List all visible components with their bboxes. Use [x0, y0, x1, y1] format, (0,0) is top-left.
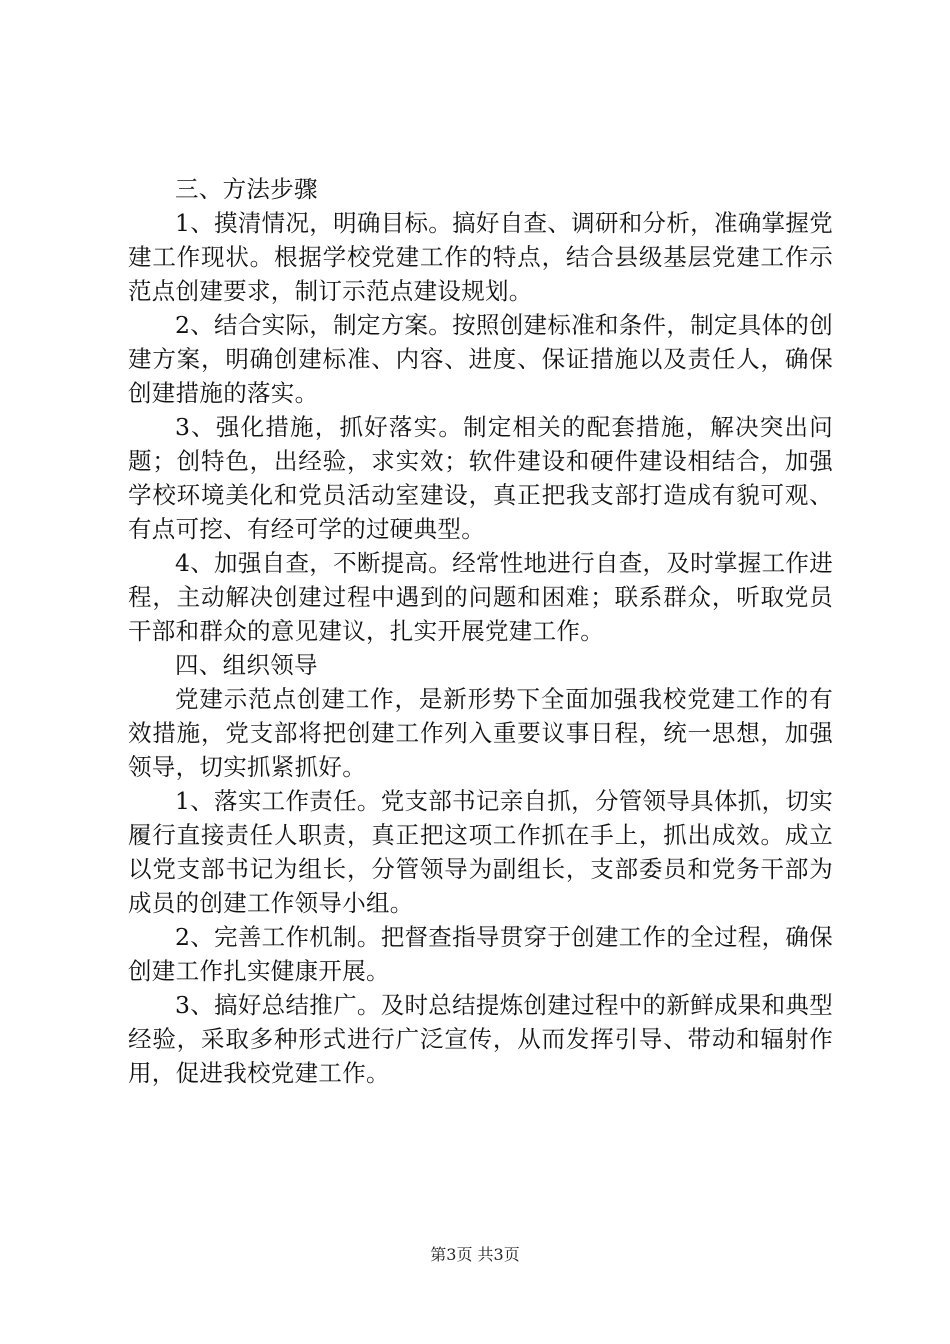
- document-body: [128, 172, 833, 1090]
- paragraph-step-4: 4、加强自查，不断提高。经常性地进行自查，及时掌握工作进程，主动解决创建过程中遇到的问题和困难；联系群众，听取党员干部和群众的意见建议，扎实开展党建工作。: [128, 549, 833, 645]
- section-heading-methods: 三、方法步骤: [175, 175, 318, 203]
- paragraph-step-1: 1、摸清情况，明确目标。搞好自查、调研和分析，准确掌握党建工作现状。根据学校党建工作的特点，结合县级基层党建工作示范点创建要求，制订示范点建设规划。: [128, 209, 833, 305]
- page-footer: 第3页 共3页: [430, 1245, 520, 1264]
- paragraph-leadership-3: 3、搞好总结推广。及时总结提炼创建过程中的新鲜成果和典型经验，采取多种形式进行广泛宣传，从而发挥引导、带动和辐射作用，促进我校党建工作。: [128, 991, 833, 1087]
- paragraph-step-3: 3、强化措施，抓好落实。制定相关的配套措施，解决突出问题；创特色，出经验，求实效；软件建设和硬件建设相结合，加强学校环境美化和党员活动室建设，真正把我支部打造成有貌可观、有点可挖、有经可学的过硬典型。: [128, 413, 833, 543]
- section-heading-leadership: 四、组织领导: [175, 651, 318, 679]
- paragraph-leadership-intro: 党建示范点创建工作，是新形势下全面加强我校党建工作的有效措施，党支部将把创建工作列入重要议事日程，统一思想，加强领导，切实抓紧抓好。: [128, 685, 833, 781]
- paragraph-leadership-1: 1、落实工作责任。党支部书记亲自抓，分管领导具体抓，切实履行直接责任人职责，真正把这项工作抓在手上，抓出成效。成立以党支部书记为组长，分管领导为副组长，支部委员和党务干部为成员的创建工作领导小组。: [128, 787, 833, 917]
- paragraph-step-2: 2、结合实际，制定方案。按照创建标准和条件，制定具体的创建方案，明确创建标准、内容、进度、保证措施以及责任人，确保创建措施的落实。: [128, 311, 833, 407]
- paragraph-leadership-2: 2、完善工作机制。把督查指导贯穿于创建工作的全过程，确保创建工作扎实健康开展。: [128, 923, 833, 985]
